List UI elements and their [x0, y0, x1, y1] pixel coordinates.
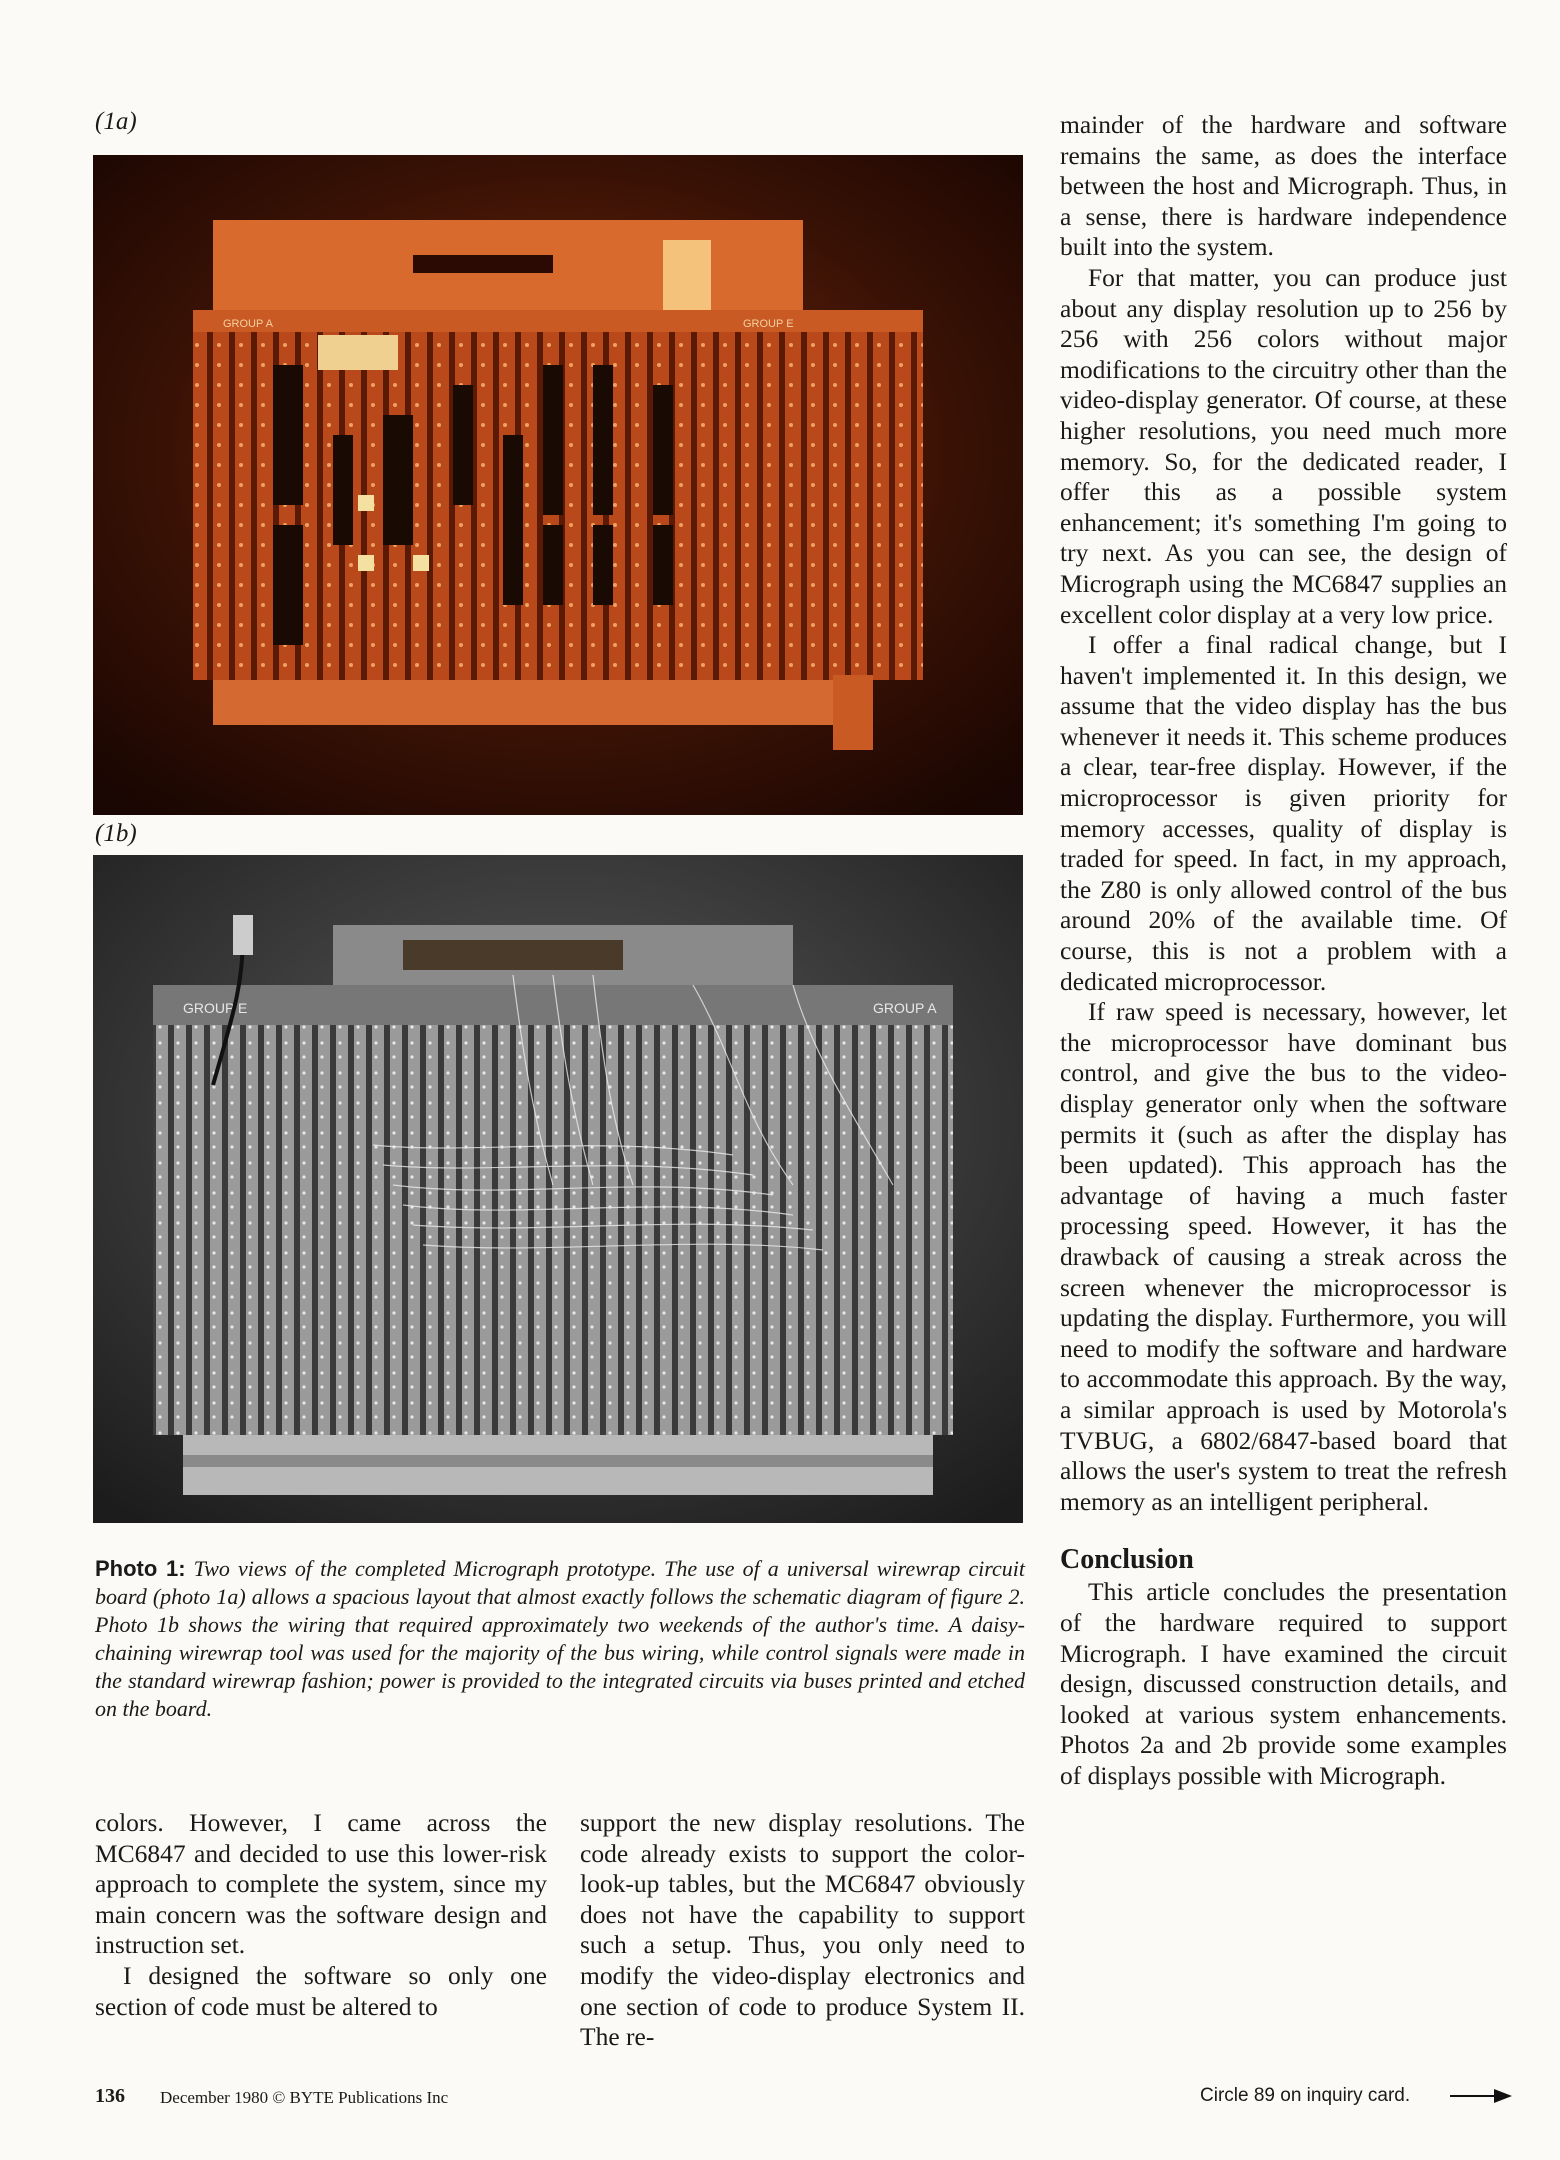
caption-lead: Photo 1: [95, 1556, 186, 1581]
column-right [1060, 110, 1507, 1791]
photo-1b-wiring-side [93, 855, 1023, 1523]
column-middle [580, 1808, 1025, 2053]
arrow-right-icon [1450, 2085, 1512, 2107]
board-label-group-a: GROUP A [223, 318, 273, 330]
photo-1a-image [93, 155, 1023, 815]
board-label-group-e: GROUP E [743, 318, 794, 330]
photo-caption [95, 1555, 1025, 1723]
board-bottom-rail [213, 680, 853, 725]
photo-1b-image [93, 855, 1023, 1523]
paragraph: For that matter, you can produce just about any display resolution up to 256 by 256 with 256 colors without major modifications to the circuitry other than the video-display generator. Of course, at these higher resolutions, you need much more memory. So, for the dedicated reader, I offer this as a possible system enhancement; it's something I'm going to try next. As you can see, the design of Micrograph using the MC6847 supplies an excellent color display at a very low price. [1060, 262, 1507, 629]
connector [663, 240, 711, 310]
paragraph: I offer a final radical change, but I haven't implemented it. In this design, we assume that the video display has the bus whenever it needs it. This scheme produces a clear, tear-free display. However, if the microprocessor is given priority for memory accesses, quality of display is traded for speed. In fact, in my approach, the Z80 is only allowed control of the bus around 20% of the available time. Of course, this is not a problem with a dedicated microprocessor. [1060, 630, 1507, 996]
board-label-group-a: GROUP A [873, 1000, 937, 1016]
paragraph: This article concludes the presentation of the hardware required to support Micrograph. I have examined the circuit design, discussed construction details, and looked at various system enhancements. Photos 2a and 2b provide some examples of displays possible with Micrograph. [1060, 1577, 1507, 1790]
photo-1a-circuit-board [93, 155, 1023, 815]
paragraph: mainder of the hardware and software remains the same, as does the interface between the host and Micrograph. Thus, in a sense, there is hardware independence built into the system. [1060, 110, 1507, 262]
caption-text: Two views of the completed Micrograph prototype. The use of a universal wirewrap circuit board (photo 1a) allows a spacious layout that almost exactly follows the schematic diagram of figure 2. Photo 1b shows the wiring that required approximately two weekends of the author's time. A daisy-chaining wirewrap tool was used for the majority of the bus wiring, while control signals were made in the standard wirewrap fashion; power is provided to the integrated circuits via buses printed and etched on the board. [95, 1556, 1026, 1721]
paragraph: If raw speed is necessary, however, let the microprocessor have dominant bus control, and give the bus to the video-display generator only when the software permits it (such as after the display has been updated). This approach has the advantage of having a much faster processing speed. However, it has the drawback of causing a streak across the screen whenever the microprocessor is updating the display. Furthermore, you will need to modify the software and hardware to accommodate this approach. By the way, a similar approach is used by Motorola's TVBUG, a 6802/6847-based board that allows the user's system to treat the refresh memory as an intelligent peripheral. [1060, 997, 1507, 1516]
photo-1a-label: (1a) [95, 108, 137, 135]
section-heading-conclusion: Conclusion [1060, 1544, 1194, 1576]
page-number: 136 [95, 2085, 125, 2107]
board-label-group-e: GROUP E [183, 1000, 248, 1016]
paragraph: support the new display resolutions. The code already exists to support the color-look-up tables, but the MC6847 obviously does not have the capability to support such a setup. Thus, you only need to modify the video-display electronics and one section of code to produce System II. The re- [580, 1808, 1025, 2052]
inquiry-card-note: Circle 89 on inquiry card. [1200, 2085, 1411, 2106]
connector [233, 915, 253, 955]
photo-1b-label: (1b) [95, 820, 137, 847]
paragraph: I designed the software so only one section of code must be altered to [95, 1960, 547, 2021]
column-left [95, 1808, 547, 2022]
footer-date-line: December 1980 © BYTE Publications Inc [160, 2088, 449, 2107]
paragraph: colors. However, I came across the MC6847 and decided to use this lower-risk approach to complete the system, since my main concern was the software design and instruction set. [95, 1808, 547, 1960]
board-body [153, 1025, 953, 1435]
